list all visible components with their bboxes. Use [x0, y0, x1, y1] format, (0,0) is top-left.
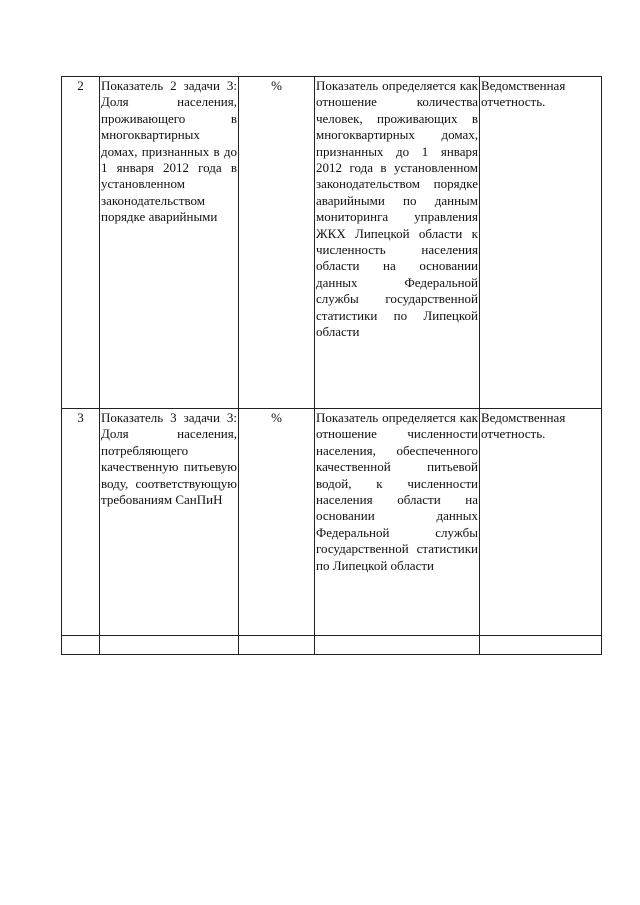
table-row — [62, 409, 602, 636]
indicator-unit: % — [239, 409, 315, 636]
indicators-table — [61, 76, 602, 655]
empty-cell — [62, 636, 100, 655]
calculation-method: Показатель определяется как отношение численности населения, обеспеченного качественной питьевой водой, к численности населения области на основании данных Федеральной службы государственной статистики по Липецкой области — [315, 409, 480, 636]
empty-cell — [315, 636, 480, 655]
empty-cell — [480, 636, 602, 655]
data-source: Ведомственная отчетность. — [480, 77, 602, 409]
row-number: 2 — [62, 77, 100, 409]
table-row-empty — [62, 636, 602, 655]
table-row — [62, 77, 602, 409]
indicator-name: Показатель 2 задачи 3: Доля населения, проживающего в многоквартирных домах, признанных в до 1 января 2012 года в установленном законодательством порядке аварийными — [100, 77, 239, 409]
calculation-method: Показатель определяется как отношение количества человек, проживающих в многоквартирных домах, признанных до 1 января 2012 года в установленном законодательством порядке аварийными по данным мониторинга управления ЖКХ Липецкой области к численность населения области на основании данных Федеральной службы государственной статистики по Липецкой области — [315, 77, 480, 409]
empty-cell — [100, 636, 239, 655]
row-number: 3 — [62, 409, 100, 636]
indicator-unit: % — [239, 77, 315, 409]
empty-cell — [239, 636, 315, 655]
data-source: Ведомственная отчетность. — [480, 409, 602, 636]
indicator-name: Показатель 3 задачи 3: Доля населения, потребляющего качественную питьевую воду, соответствующую требованиям СанПиН — [100, 409, 239, 636]
